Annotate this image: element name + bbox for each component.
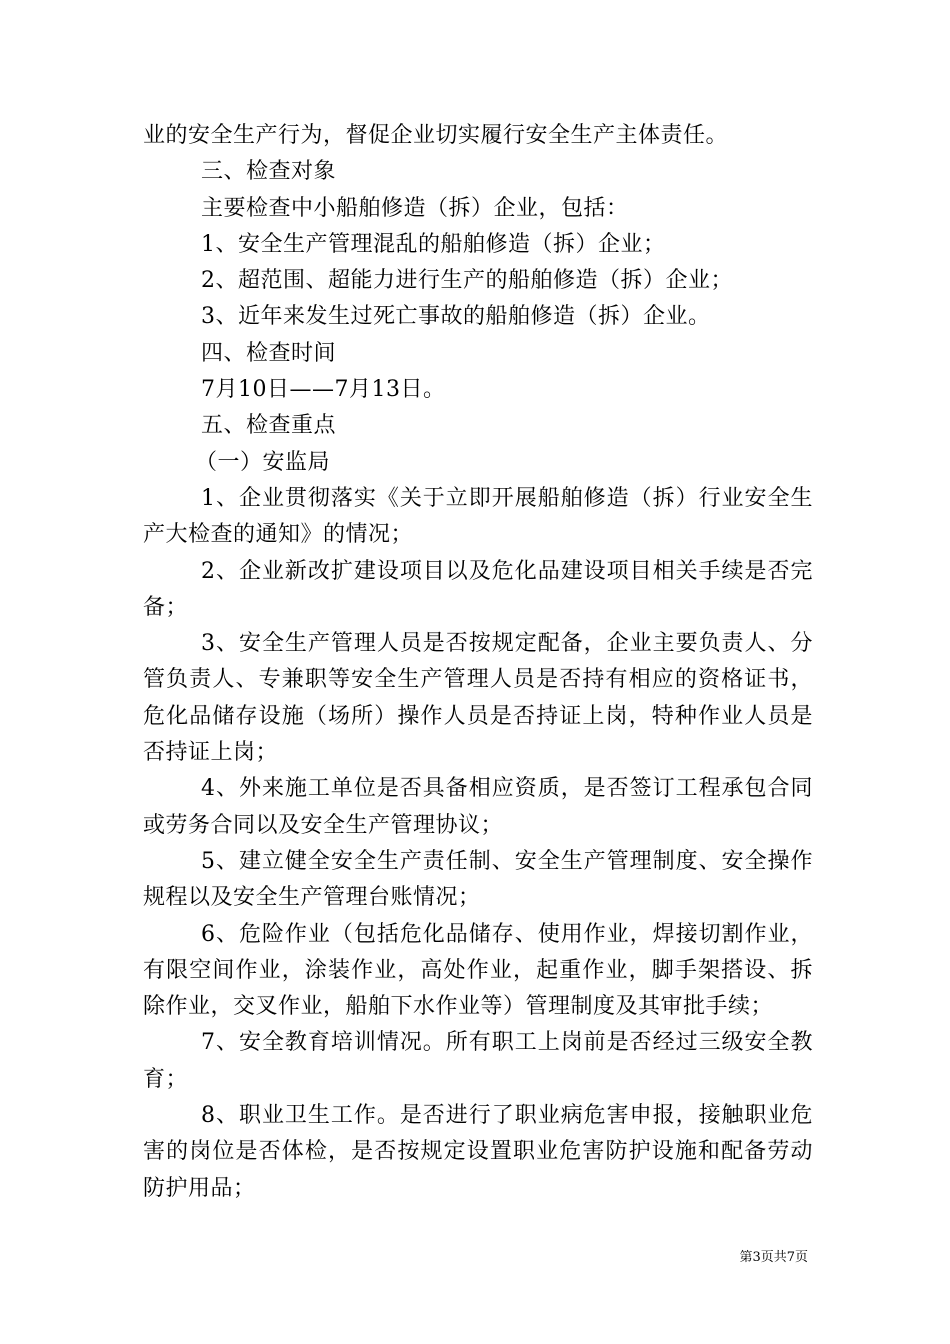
list-item-continuation: 否持证上岗； <box>143 740 279 766</box>
section-heading-inspection-time: 四、检查时间 <box>201 340 337 366</box>
list-item-continuation: 管负责人、专兼职等安全生产管理人员是否持有相应的资格证书， <box>143 667 813 693</box>
list-item: 6、危险作业（包括危化品储存、使用作业，焊接切割作业， <box>201 921 813 947</box>
list-item-continuation: 防护用品； <box>143 1175 256 1201</box>
list-item: 2、企业新改扩建设项目以及危化品建设项目相关手续是否完 <box>201 558 813 584</box>
list-item-continuation: 育； <box>143 1066 189 1092</box>
list-item: 8、职业卫生工作。是否进行了职业病危害申报，接触职业危 <box>201 1103 813 1129</box>
list-item: 7、安全教育培训情况。所有职工上岗前是否经过三级安全教 <box>201 1030 813 1056</box>
section-heading-inspection-targets: 三、检查对象 <box>201 159 337 185</box>
list-item-continuation: 危化品储存设施（场所）操作人员是否持证上岗，特种作业人员是 <box>143 703 813 729</box>
section-heading-inspection-focus: 五、检查重点 <box>201 413 337 439</box>
paragraph-line: 7月10日——7月13日。 <box>201 377 446 403</box>
list-item: 4、外来施工单位是否具备相应资质，是否签订工程承包合同 <box>201 776 813 802</box>
list-item-continuation: 有限空间作业，涂装作业，高处作业，起重作业，脚手架搭设、拆 <box>143 957 813 983</box>
subsection-heading: （一）安监局 <box>195 449 331 475</box>
list-item-continuation: 规程以及安全生产管理台账情况； <box>143 885 481 911</box>
list-item-continuation: 害的岗位是否体检，是否按规定设置职业危害防护设施和配备劳动 <box>143 1139 813 1165</box>
paragraph-line: 主要检查中小船舶修造（拆）企业，包括： <box>201 195 629 221</box>
list-item: 3、安全生产管理人员是否按规定配备，企业主要负责人、分 <box>201 631 813 657</box>
list-item: 5、建立健全安全生产责任制、安全生产管理制度、安全操作 <box>201 848 813 874</box>
page-number: 第3页共7页 <box>739 1250 808 1265</box>
list-item-continuation: 产大检查的通知》的情况； <box>143 522 414 548</box>
list-item-continuation: 或劳务合同以及安全生产管理协议； <box>143 812 504 838</box>
list-item-continuation: 备； <box>143 594 189 620</box>
list-item-continuation: 除作业，交叉作业，船舶下水作业等）管理制度及其审批手续； <box>143 994 774 1020</box>
list-item: 1、企业贯彻落实《关于立即开展船舶修造（拆）行业安全生 <box>201 485 813 511</box>
paragraph-line: 业的安全生产行为，督促企业切实履行安全生产主体责任。 <box>143 123 729 148</box>
list-item: 1、安全生产管理混乱的船舶修造（拆）企业； <box>201 231 666 257</box>
list-item: 2、超范围、超能力进行生产的船舶修造（拆）企业； <box>201 268 733 294</box>
list-item: 3、近年来发生过死亡事故的船舶修造（拆）企业。 <box>201 304 711 330</box>
document-body <box>143 118 813 1207</box>
